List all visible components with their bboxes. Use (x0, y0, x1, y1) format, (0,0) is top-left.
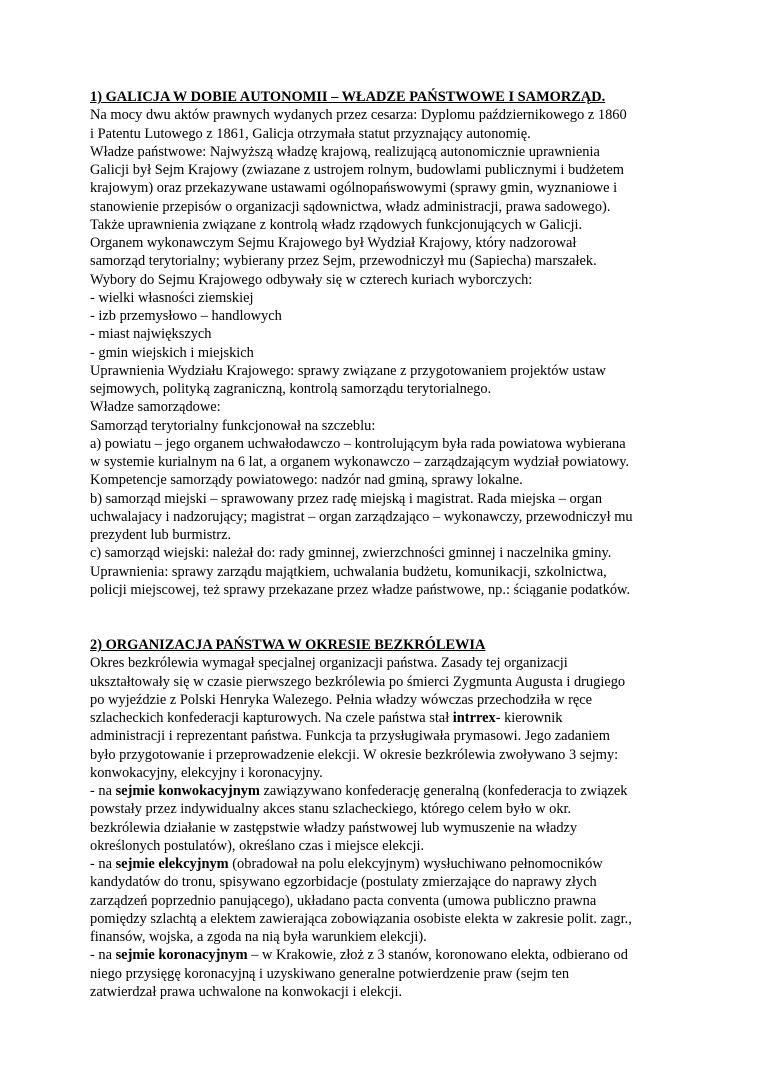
bullet-prefix: - na (90, 783, 116, 799)
term-intrrex: intrrex (452, 710, 496, 726)
paragraph-line: finansów, wojska, a zgoda na nią była warunkiem elekcji). (90, 929, 427, 945)
paragraph-line: ukształtowały się w czasie pierwszego bezkrólewia po śmierci Zygmunta Augusta i drugiego (90, 673, 626, 690)
paragraph-line: określonych postulatów), określano czas i miejsce elekcji. (90, 837, 425, 854)
paragraph-line: - wielki własności ziemskiej (90, 289, 254, 306)
section-body (90, 873, 700, 946)
paragraph-line: Uprawnienia: sprawy zarządu majątkiem, uchwalania budżetu, komunikacji, szkolnictwa, (90, 563, 607, 580)
line-text: (obradował na polu elekcyjnym) wysłuchiwano pełnomocników (228, 856, 603, 872)
paragraph-line: Galicji był Sejm Krajowy (zwiazane z ustrojem rolnym, budowlami publicznymi i budżetem (90, 162, 624, 178)
section-heading: 2) ORGANIZACJA PAŃSTWA W OKRESIE BEZKRÓLEWIA (90, 637, 486, 653)
paragraph-line (90, 855, 700, 873)
line-text: – w Krakowie, złoż z 3 stanów, koronowano elekta, odbierano od (247, 947, 628, 964)
section-heading: 1) GALICJA W DOBIE AUTONOMII – WŁADZE PAŃSTWOWE I SAMORZĄD. (90, 89, 606, 105)
paragraph-line: Władze samorządowe: (90, 399, 221, 416)
section-body (90, 654, 700, 709)
paragraph-line (90, 946, 700, 964)
paragraph-line: prezydent lub burmistrz. (90, 527, 232, 543)
paragraph-line: bezkrólewia działanie w zastępstwie władzy państwowej lub wymuszenie na władzy (90, 819, 578, 836)
section-galicja (90, 88, 700, 599)
paragraph-line: - gmin wiejskich i miejskich (90, 344, 254, 361)
paragraph-line: konwokacyjny, elekcyjny i koronacyjny. (90, 764, 323, 781)
paragraph-line: c) samorząd wiejski: należał do: rady gminnej, zwierzchności gminnej i naczelnika gminy. (90, 545, 612, 562)
term-sejm-koronacyjny: sejmie koronacyjnym (115, 947, 248, 964)
line-text: szlacheckich konfederacji kapturowych. Na czele państwa stał (90, 710, 453, 726)
section-bezkrolewie (90, 636, 700, 1001)
section-body (90, 727, 700, 782)
paragraph-line: policji miejscowej, też sprawy przekazane przez władze państwowe, np.: ściąganie podatków. (90, 581, 631, 598)
paragraph-line: krajowym) oraz przekazywane ustawami ogólnopańswowymi (sprawy gmin, wyznaniowe i (90, 180, 618, 197)
section-spacer (90, 599, 700, 636)
line-text: zawiązywano konfederację generalną (konfederacja to związek (259, 783, 628, 799)
paragraph-line (90, 782, 700, 800)
paragraph-line: niego przysięgę koronacyjną i uzyskiwano generalne potwierdzenie praw (sejm ten (90, 965, 570, 982)
paragraph-line: było przygotowanie i przeprowadzenie elekcji. W okresie bezkrólewia zwoływano 3 sejmy: (90, 746, 619, 763)
paragraph-line: Władze państwowe: Najwyższą władzę krajową, realizującą autonomicznie uprawnienia (90, 143, 600, 160)
paragraph-line: sejmowych, polityką zagraniczną, kontrolą samorządu terytorialnego. (90, 381, 492, 397)
paragraph-line: stanowienie przepisów o organizacji sądownictwa, władz administracji, prawa sadowego). (90, 198, 611, 215)
paragraph-line: uchwalajacy i nadzorujący; magistrat – organ zarządzająco – wykonawczy, przewodniczył mu (90, 508, 633, 525)
paragraph-line: - izb przemysłowo – handlowych (90, 308, 282, 324)
paragraph-line: zatwierdzał prawa uchwalone na konwokacji i elekcji. (90, 983, 403, 1000)
paragraph-line: kandydatów do tronu, spisywano egzorbidacje (postulaty zmierzające do naprawy złych (90, 874, 597, 891)
paragraph-line: administracji i reprezentant państwa. Funkcja ta przysługiwała prymasowi. Jego zadaniem (90, 728, 610, 745)
paragraph-line: b) samorząd miejski – sprawowany przez radę miejską i magistrat. Rada miejska – organ (90, 490, 603, 507)
bullet-prefix: - na (90, 856, 116, 872)
paragraph-line: a) powiatu – jego organem uchwałodawczo – kontrolującym była rada powiatowa wybierana (90, 435, 626, 452)
paragraph-line: Także uprawnienia związane z kontrolą władz rządowych funkcjonujących w Galicji. (90, 216, 583, 233)
paragraph-line: Organem wykonawczym Sejmu Krajowego był Wydział Krajowy, który nadzorował (90, 235, 577, 251)
paragraph-line: Kompetencje samorządy powiatowego: nadzór nad gminą, sprawy lokalne. (90, 472, 523, 489)
term-sejm-elekcyjny: sejmie elekcyjnym (115, 856, 229, 872)
paragraph-line (90, 709, 700, 727)
paragraph-line: pomiędzy szlachtą a elektem zawierająca zobowiązania osobiste elekta w zakresie polit. zagr., (90, 910, 632, 927)
bullet-prefix: - na (90, 947, 116, 964)
paragraph-line: zarządzeń poprzednio panującego), układano pacta conventa (umowa publiczno prawna (90, 892, 597, 909)
section-body (90, 965, 700, 1002)
paragraph-line: Samorząd terytorialny funkcjonował na szczeblu: (90, 417, 376, 434)
line-text: - kierownik (495, 710, 563, 726)
paragraph-line: po wyjeździe z Polski Henryka Walezego. Pełnia władzy wówczas przechodziła w ręce (90, 691, 593, 708)
paragraph-line: Uprawnienia Wydziału Krajowego: sprawy związane z przygotowaniem projektów ustaw (90, 362, 606, 379)
paragraph-line: Okres bezkrólewia wymagał specjalnej organizacji państwa. Zasady tej organizacji (90, 655, 568, 672)
paragraph-line: Na mocy dwu aktów prawnych wydanych przez cesarza: Dyplomu październikowego z 1860 (90, 107, 627, 124)
section-body (90, 106, 700, 599)
term-sejm-konwokacyjny: sejmie konwokacyjnym (115, 783, 260, 799)
paragraph-line: w systemie kurialnym na 6 lat, a organem wykonawczo – zarządzającym wydział powiatowy. (90, 454, 630, 470)
section-body (90, 800, 700, 855)
paragraph-line: Wybory do Sejmu Krajowego odbywały się w czterech kuriach wyborczych: (90, 271, 533, 288)
paragraph-line: - miast największych (90, 326, 212, 343)
paragraph-line: samorząd terytorialny; wybierany przez Sejm, przewodniczył mu (Sapiecha) marszałek. (90, 253, 597, 270)
paragraph-line: powstały przez indywidualny akces stanu szlacheckiego, którego celem było w okr. (90, 801, 572, 818)
paragraph-line: i Patentu Lutowego z 1861, Galicja otrzymała statut przyznający autonomię. (90, 125, 531, 142)
